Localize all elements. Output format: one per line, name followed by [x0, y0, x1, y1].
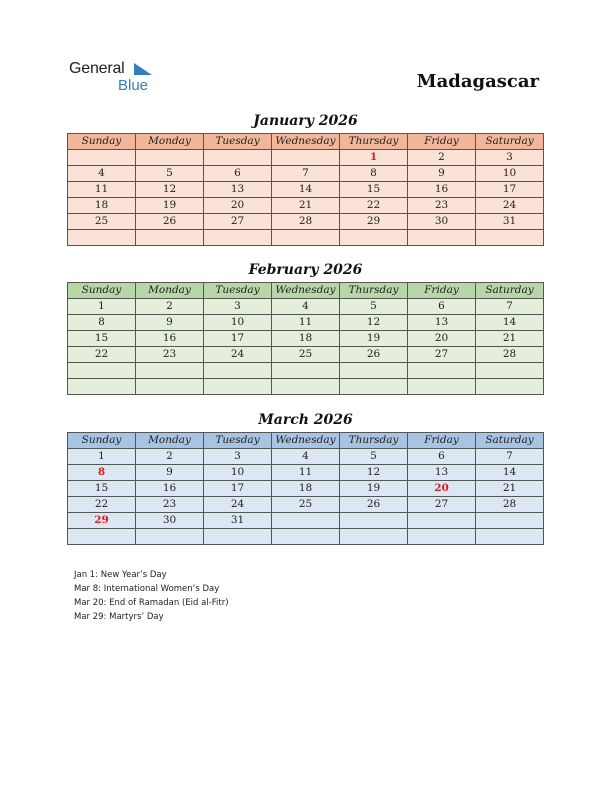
day-cell: 23 [136, 497, 204, 513]
day-cell: 6 [408, 299, 476, 315]
empty-day-cell [476, 230, 544, 246]
day-cell: 18 [272, 481, 340, 497]
week-row [68, 230, 544, 246]
day-cell: 11 [68, 182, 136, 198]
empty-day-cell [272, 363, 340, 379]
day-cell: 5 [340, 299, 408, 315]
week-row [68, 513, 544, 529]
calendar-february [67, 282, 544, 395]
weekday-header-sunday: Sunday [68, 433, 136, 449]
day-cell: 1 [68, 449, 136, 465]
day-cell: 2 [136, 449, 204, 465]
day-cell: 26 [340, 497, 408, 513]
week-row [68, 198, 544, 214]
week-row [68, 529, 544, 545]
empty-day-cell [136, 379, 204, 395]
day-cell: 18 [272, 331, 340, 347]
week-row [68, 150, 544, 166]
week-row [68, 465, 544, 481]
day-cell: 21 [476, 331, 544, 347]
day-cell: 21 [272, 198, 340, 214]
day-cell: 20 [204, 198, 272, 214]
day-cell: 25 [272, 497, 340, 513]
holiday-day-cell: 20 [408, 481, 476, 497]
day-cell: 31 [204, 513, 272, 529]
empty-day-cell [136, 529, 204, 545]
day-cell: 22 [68, 497, 136, 513]
day-cell: 26 [136, 214, 204, 230]
weekday-header-sunday: Sunday [68, 283, 136, 299]
day-cell: 30 [136, 513, 204, 529]
day-cell: 16 [136, 331, 204, 347]
empty-day-cell [68, 379, 136, 395]
day-cell: 7 [476, 449, 544, 465]
week-row [68, 182, 544, 198]
weekday-header-monday: Monday [136, 134, 204, 150]
weekday-header-monday: Monday [136, 283, 204, 299]
day-cell: 5 [136, 166, 204, 182]
weekday-header-saturday: Saturday [476, 283, 544, 299]
week-row [68, 166, 544, 182]
week-row [68, 449, 544, 465]
day-cell: 1 [68, 299, 136, 315]
calendar-january [67, 133, 544, 246]
day-cell: 15 [340, 182, 408, 198]
day-cell: 27 [408, 347, 476, 363]
day-cell: 8 [340, 166, 408, 182]
empty-day-cell [476, 513, 544, 529]
day-cell: 27 [408, 497, 476, 513]
holiday-note: Jan 1: New Year’s Day [74, 570, 167, 580]
weekday-header-thursday: Thursday [340, 283, 408, 299]
empty-day-cell [408, 513, 476, 529]
weekday-header-wednesday: Wednesday [272, 433, 340, 449]
day-cell: 12 [136, 182, 204, 198]
day-cell: 25 [68, 214, 136, 230]
holiday-note: Mar 29: Martyrs’ Day [74, 612, 164, 622]
empty-day-cell [272, 230, 340, 246]
empty-day-cell [340, 529, 408, 545]
empty-day-cell [68, 230, 136, 246]
empty-day-cell [68, 150, 136, 166]
day-cell: 4 [272, 299, 340, 315]
empty-day-cell [340, 513, 408, 529]
day-cell: 18 [68, 198, 136, 214]
empty-day-cell [136, 150, 204, 166]
day-cell: 23 [408, 198, 476, 214]
empty-day-cell [340, 363, 408, 379]
empty-day-cell [408, 230, 476, 246]
day-cell: 12 [340, 315, 408, 331]
holiday-notes [74, 568, 229, 624]
weekday-header-saturday: Saturday [476, 134, 544, 150]
weekday-header-wednesday: Wednesday [272, 134, 340, 150]
weekday-header-friday: Friday [408, 433, 476, 449]
empty-day-cell [204, 379, 272, 395]
holiday-day-cell: 1 [340, 150, 408, 166]
day-cell: 22 [340, 198, 408, 214]
month-title-february: February 2026 [248, 262, 363, 278]
day-cell: 10 [204, 465, 272, 481]
week-row [68, 315, 544, 331]
day-cell: 9 [136, 465, 204, 481]
day-cell: 28 [476, 347, 544, 363]
day-cell: 15 [68, 481, 136, 497]
day-cell: 28 [272, 214, 340, 230]
empty-day-cell [272, 379, 340, 395]
logo-triangle-icon [134, 63, 156, 77]
day-cell: 30 [408, 214, 476, 230]
empty-day-cell [68, 529, 136, 545]
empty-day-cell [476, 379, 544, 395]
day-cell: 7 [272, 166, 340, 182]
day-cell: 3 [476, 150, 544, 166]
empty-day-cell [272, 150, 340, 166]
weekday-header-friday: Friday [408, 283, 476, 299]
day-cell: 31 [476, 214, 544, 230]
day-cell: 22 [68, 347, 136, 363]
week-row [68, 214, 544, 230]
day-cell: 23 [136, 347, 204, 363]
day-cell: 26 [340, 347, 408, 363]
holiday-day-cell: 29 [68, 513, 136, 529]
day-cell: 24 [204, 497, 272, 513]
day-cell: 13 [408, 315, 476, 331]
holiday-note: Mar 8: International Women’s Day [74, 584, 220, 594]
calendar-march [67, 432, 544, 545]
week-row [68, 379, 544, 395]
day-cell: 16 [136, 481, 204, 497]
empty-day-cell [204, 230, 272, 246]
day-cell: 24 [476, 198, 544, 214]
weekday-header-row [68, 134, 544, 150]
empty-day-cell [408, 529, 476, 545]
weekday-header-thursday: Thursday [340, 134, 408, 150]
day-cell: 20 [408, 331, 476, 347]
empty-day-cell [476, 529, 544, 545]
day-cell: 27 [204, 214, 272, 230]
day-cell: 3 [204, 449, 272, 465]
day-cell: 14 [272, 182, 340, 198]
week-row [68, 363, 544, 379]
day-cell: 9 [408, 166, 476, 182]
day-cell: 13 [408, 465, 476, 481]
day-cell: 17 [476, 182, 544, 198]
logo [69, 60, 159, 96]
day-cell: 10 [204, 315, 272, 331]
day-cell: 14 [476, 465, 544, 481]
week-row [68, 497, 544, 513]
day-cell: 19 [136, 198, 204, 214]
week-row [68, 331, 544, 347]
weekday-header-monday: Monday [136, 433, 204, 449]
week-row [68, 481, 544, 497]
empty-day-cell [476, 363, 544, 379]
day-cell: 10 [476, 166, 544, 182]
logo-word-general: General [69, 60, 125, 77]
empty-day-cell [340, 379, 408, 395]
day-cell: 21 [476, 481, 544, 497]
empty-day-cell [272, 529, 340, 545]
weekday-header-tuesday: Tuesday [204, 433, 272, 449]
empty-day-cell [340, 230, 408, 246]
day-cell: 16 [408, 182, 476, 198]
day-cell: 17 [204, 481, 272, 497]
day-cell: 13 [204, 182, 272, 198]
empty-day-cell [136, 363, 204, 379]
weekday-header-tuesday: Tuesday [204, 134, 272, 150]
day-cell: 25 [272, 347, 340, 363]
month-title-january: January 2026 [253, 113, 358, 129]
weekday-header-tuesday: Tuesday [204, 283, 272, 299]
day-cell: 11 [272, 315, 340, 331]
empty-day-cell [136, 230, 204, 246]
day-cell: 17 [204, 331, 272, 347]
day-cell: 14 [476, 315, 544, 331]
day-cell: 5 [340, 449, 408, 465]
empty-day-cell [68, 363, 136, 379]
empty-day-cell [272, 513, 340, 529]
weekday-header-row [68, 283, 544, 299]
day-cell: 19 [340, 481, 408, 497]
day-cell: 2 [136, 299, 204, 315]
day-cell: 28 [476, 497, 544, 513]
empty-day-cell [408, 379, 476, 395]
day-cell: 24 [204, 347, 272, 363]
weekday-header-friday: Friday [408, 134, 476, 150]
day-cell: 3 [204, 299, 272, 315]
holiday-day-cell: 8 [68, 465, 136, 481]
day-cell: 8 [68, 315, 136, 331]
day-cell: 9 [136, 315, 204, 331]
holiday-note: Mar 20: End of Ramadan (Eid al-Fitr) [74, 598, 229, 608]
day-cell: 7 [476, 299, 544, 315]
empty-day-cell [408, 363, 476, 379]
day-cell: 12 [340, 465, 408, 481]
weekday-header-wednesday: Wednesday [272, 283, 340, 299]
day-cell: 29 [340, 214, 408, 230]
empty-day-cell [204, 363, 272, 379]
day-cell: 11 [272, 465, 340, 481]
month-title-march: March 2026 [258, 412, 353, 428]
weekday-header-saturday: Saturday [476, 433, 544, 449]
empty-day-cell [204, 150, 272, 166]
day-cell: 15 [68, 331, 136, 347]
weekday-header-thursday: Thursday [340, 433, 408, 449]
day-cell: 19 [340, 331, 408, 347]
day-cell: 6 [408, 449, 476, 465]
week-row [68, 347, 544, 363]
day-cell: 2 [408, 150, 476, 166]
day-cell: 4 [272, 449, 340, 465]
week-row [68, 299, 544, 315]
weekday-header-row [68, 433, 544, 449]
day-cell: 6 [204, 166, 272, 182]
weekday-header-sunday: Sunday [68, 134, 136, 150]
logo-word-blue: Blue [118, 77, 149, 94]
day-cell: 4 [68, 166, 136, 182]
empty-day-cell [204, 529, 272, 545]
country-title: Madagascar [416, 71, 539, 92]
